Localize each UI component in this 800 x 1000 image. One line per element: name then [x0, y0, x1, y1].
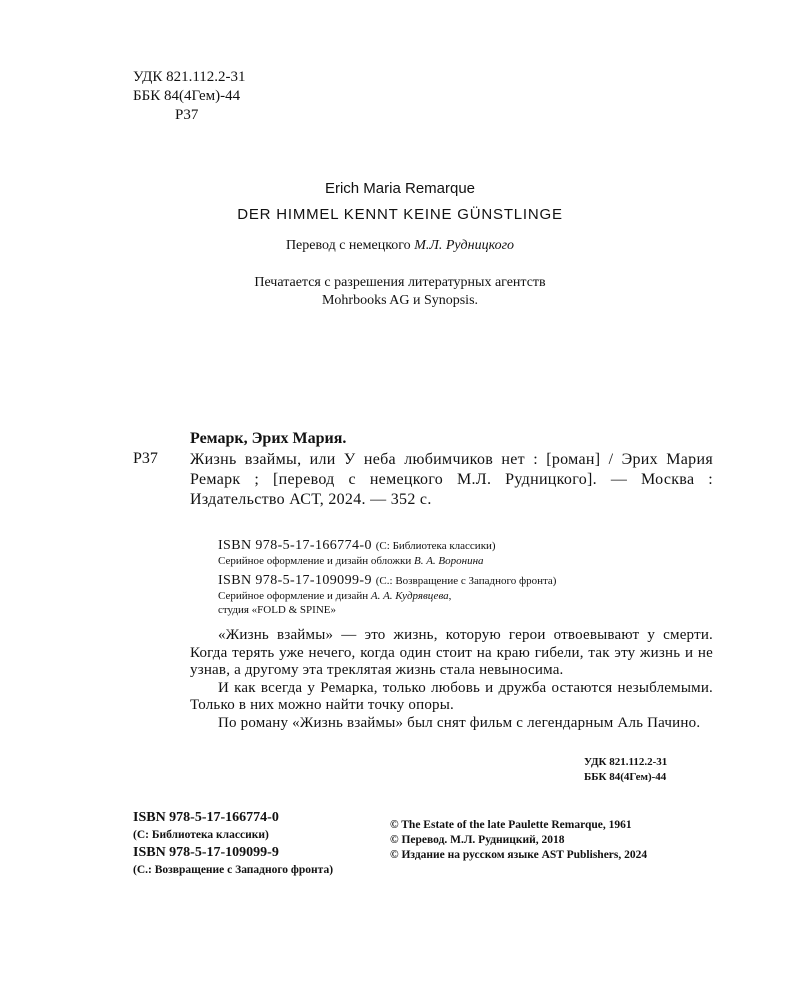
author-mark: Р37: [175, 107, 199, 123]
annotation-paragraph: По роману «Жизнь взаймы» был снят фильм с легендарным Аль Пачино.: [218, 714, 701, 731]
translation-prefix: Перевод с немецкого: [285, 238, 415, 253]
footer-isbn-1: ISBN 978-5-17-166774-0: [133, 810, 279, 825]
copyright-block: [390, 818, 720, 863]
annotation-paragraph: И как всегда у Ремарка, только любовь и дружба остаются незыблемыми. Только в них можно найти точку опоры.: [190, 679, 713, 713]
original-author: Erich Maria Remarque: [324, 180, 476, 197]
permission-line-1: Печатается с разрешения литературных агентств: [254, 275, 546, 290]
isbn-series: (С: Библиотека классики): [375, 540, 496, 552]
bbk-code: ББК 84(4Гем)-44: [133, 88, 241, 104]
annotation-paragraph: «Жизнь взаймы» — это жизнь, которую герои отвоевывают у смерти. Когда терять уже нечего, когда один стоит на краю гибели, так эту жизнь и не узнав, а другому эта треклятая жизнь стала невыносима.: [190, 627, 713, 678]
original-title: DER HIMMEL KENNT KEINE GÜNSTLINGE: [237, 206, 563, 223]
design-suffix: ,: [448, 590, 452, 602]
bibliographic-code: Р37: [133, 450, 158, 467]
isbn-entry: [218, 573, 718, 617]
translator-name: М.Л. Рудницкого: [414, 238, 515, 253]
studio-credit: студия «FOLD & SPINE»: [218, 604, 336, 616]
udk-code: УДК 821.112.2-31: [584, 756, 668, 768]
design-credit: [218, 589, 718, 603]
classification-repeat: [584, 755, 667, 785]
footer-series-1: (С: Библиотека классики): [133, 829, 269, 841]
footer-isbn-block: [133, 808, 378, 878]
isbn-line: [218, 573, 718, 589]
design-credit: [218, 554, 718, 568]
copyright-line: © The Estate of the late Paulette Remarque, 1961: [390, 819, 632, 831]
footer-series-2: (С.: Возвращение с Западного фронта): [133, 864, 334, 876]
isbn-number: ISBN 978-5-17-166774-0: [218, 538, 372, 553]
classification-block: [133, 68, 246, 125]
translation-credit: [0, 238, 800, 254]
annotation: [190, 627, 713, 732]
bibliographic-description: Жизнь взаймы, или У неба любимчиков нет : [роман] / Эрих Мария Ремарк ; [перевод с немецкого М.Л. Рудницкого]. — Москва : Издательство АСТ, 2024. — 352 с.: [190, 451, 713, 508]
designer-name: А. А. Кудрявцева: [370, 590, 449, 602]
bibliographic-author: Ремарк, Эрих Мария.: [190, 430, 347, 447]
permission-line-2: Mohrbooks AG и Synopsis.: [321, 293, 479, 308]
design-prefix: Серийное оформление и дизайн обложки: [218, 555, 414, 567]
copyright-line: © Издание на русском языке AST Publishers, 2024: [390, 849, 648, 861]
bbk-code: ББК 84(4Гем)-44: [584, 771, 667, 783]
isbn-number: ISBN 978-5-17-109099-9: [218, 573, 372, 588]
isbn-series: (С.: Возвращение с Западного фронта): [375, 575, 557, 587]
design-prefix: Серийное оформление и дизайн: [218, 590, 371, 602]
isbn-line: [218, 538, 718, 554]
udk-code: УДК 821.112.2-31: [133, 69, 246, 85]
isbn-entry: [218, 538, 718, 568]
designer-name: В. А. Воронина: [413, 555, 484, 567]
footer-isbn-2: ISBN 978-5-17-109099-9: [133, 845, 279, 860]
copyright-line: © Перевод. М.Л. Рудницкий, 2018: [390, 834, 565, 846]
permission-notice: [0, 274, 800, 310]
